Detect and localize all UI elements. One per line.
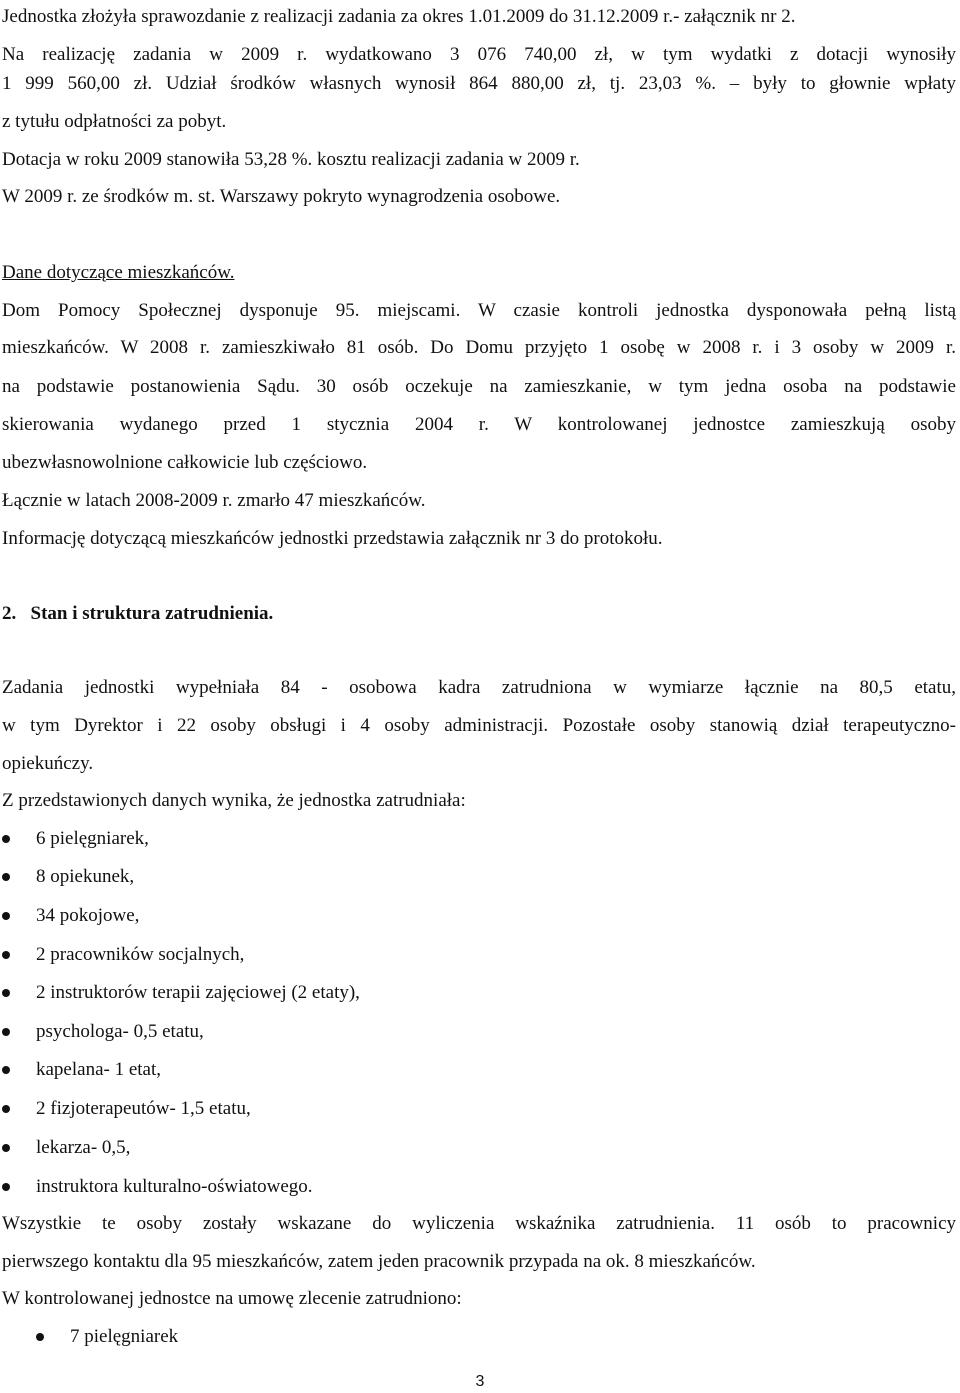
paragraph-line: Wszystkie te osoby zostały wskazane do wyliczenia wskaźnika zatrudnienia. 11 osób to pracownicy: [2, 1213, 956, 1234]
paragraph-line: pierwszego kontaktu dla 95 mieszkańców, zatem jeden pracownik przypada na ok. 8 mieszkańców.: [2, 1251, 756, 1272]
bullet-icon: [2, 1105, 10, 1113]
paragraph-line: skierowania wydanego przed 1 stycznia 2004 r. W kontrolowanej jednostce zamieszkują osoby: [2, 414, 956, 435]
paragraph-line: w tym Dyrektor i 22 osoby obsługi i 4 osoby administracji. Pozostałe osoby stanowią dział terapeutyczno-: [2, 715, 956, 736]
paragraph-line: 1 999 560,00 zł. Udział środków własnych wynosił 864 880,00 zł, tj. 23,03 %. – były to głownie wpłaty: [2, 73, 956, 94]
paragraph-line: opiekuńczy.: [2, 753, 94, 774]
paragraph-line: mieszkańców. W 2008 r. zamieszkiwało 81 osób. Do Domu przyjęto 1 osobę w 2008 r. i 3 osoby w 2009 r.: [2, 337, 956, 358]
paragraph-line: Na realizację zadania w 2009 r. wydatkowano 3 076 740,00 zł, w tym wydatki z dotacji wynosiły: [2, 44, 956, 65]
paragraph-line: W 2009 r. ze środków m. st. Warszawy pokryto wynagrodzenia osobowe.: [2, 186, 561, 207]
page-number: 3: [475, 1373, 485, 1390]
paragraph-line: Jednostka złożyła sprawozdanie z realizacji zadania za okres 1.01.2009 do 31.12.2009 r.- załącznik nr 2.: [2, 6, 796, 27]
bullet-icon: [2, 989, 10, 997]
bullet-icon: [2, 1144, 10, 1152]
bullet-icon: [2, 1028, 10, 1036]
bullet-icon: [36, 1333, 44, 1341]
paragraph-line: Informację dotyczącą mieszkańców jednostki przedstawia załącznik nr 3 do protokołu.: [2, 528, 663, 549]
paragraph-line: Dotacja w roku 2009 stanowiła 53,28 %. kosztu realizacji zadania w 2009 r.: [2, 149, 580, 170]
paragraph-line: Zadania jednostki wypełniała 84 - osobowa kadra zatrudniona w wymiarze łącznie na 80,5 etatu,: [2, 677, 956, 698]
bullet-icon: [2, 873, 10, 881]
paragraph-line: W kontrolowanej jednostce na umowę zlecenie zatrudniono:: [2, 1288, 462, 1309]
bullet-icon: [2, 912, 10, 920]
bullet-icon: [2, 1066, 10, 1074]
bullet-icon: [2, 1183, 10, 1191]
paragraph-line: na podstawie postanowienia Sądu. 30 osób oczekuje na zamieszkanie, w tym jedna osoba na podstawie: [2, 376, 956, 397]
bullet-icon: [2, 835, 10, 843]
paragraph-line: Łącznie w latach 2008-2009 r. zmarło 47 mieszkańców.: [2, 490, 426, 511]
section-heading-residents: Dane dotyczące mieszkańców.: [2, 262, 235, 283]
paragraph-line: ubezwłasnowolnione całkowicie lub częściowo.: [2, 452, 368, 473]
bullet-icon: [2, 951, 10, 959]
paragraph-line: z tytułu odpłatności za pobyt.: [2, 111, 227, 132]
paragraph-line: Z przedstawionych danych wynika, że jednostka zatrudniała:: [2, 790, 466, 811]
paragraph-line: Dom Pomocy Społecznej dysponuje 95. miejscami. W czasie kontroli jednostka dysponowała pełną listą: [2, 300, 956, 321]
section-heading-employment: 2. Stan i struktura zatrudnienia.: [2, 603, 274, 624]
